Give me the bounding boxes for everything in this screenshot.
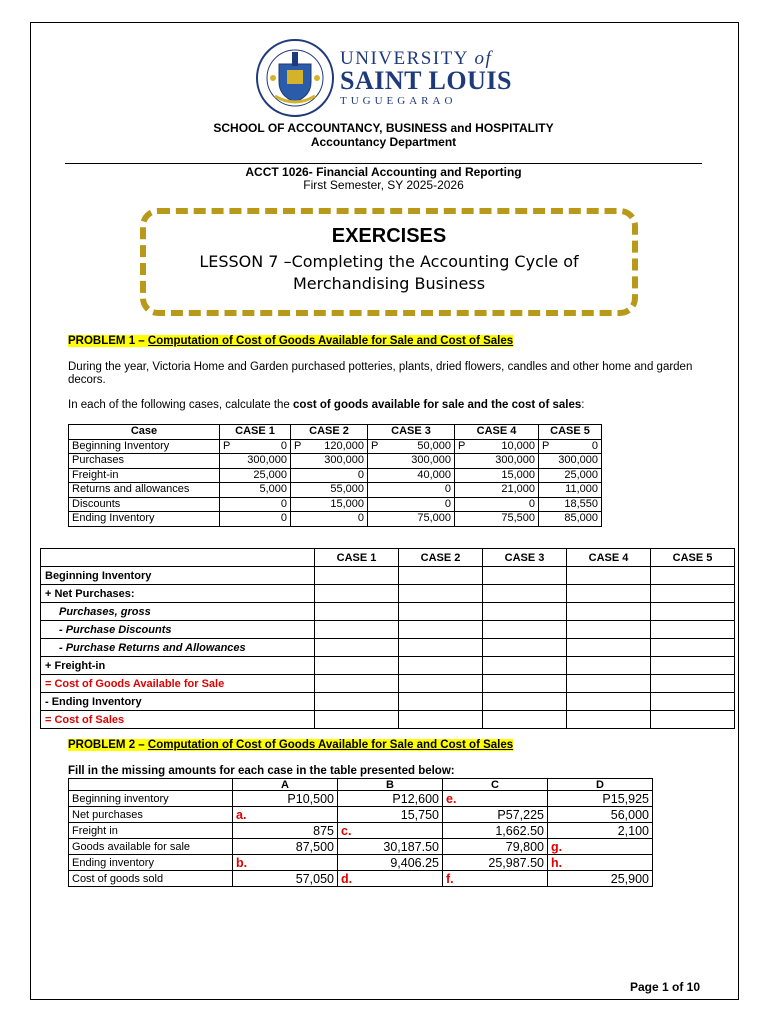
answer-cell[interactable] bbox=[567, 621, 651, 639]
column-header: Case bbox=[69, 425, 220, 440]
table-cell[interactable] bbox=[548, 839, 653, 855]
table-cell bbox=[338, 791, 443, 807]
table-cell bbox=[443, 839, 548, 855]
answer-cell[interactable] bbox=[399, 603, 483, 621]
row-label: Net purchases bbox=[69, 807, 233, 823]
table-cell: 300,000 bbox=[291, 454, 368, 469]
table-cell: 0 bbox=[291, 468, 368, 483]
table-cell bbox=[443, 823, 548, 839]
answer-cell[interactable] bbox=[315, 585, 399, 603]
answer-cell[interactable] bbox=[315, 711, 399, 729]
column-header: CASE 5 bbox=[651, 549, 735, 567]
answer-cell[interactable] bbox=[315, 567, 399, 585]
column-header: CASE 4 bbox=[455, 425, 539, 440]
table-row bbox=[69, 839, 653, 855]
answer-cell[interactable] bbox=[399, 567, 483, 585]
answer-cell[interactable] bbox=[399, 585, 483, 603]
table-cell bbox=[548, 791, 653, 807]
cell-value: 30,187.50 bbox=[383, 839, 439, 854]
blank-letter: b. bbox=[236, 855, 248, 870]
table-cell: 0 bbox=[291, 512, 368, 527]
answer-cell[interactable] bbox=[483, 693, 567, 711]
row-label: - Purchase Returns and Allowances bbox=[41, 639, 315, 657]
table-cell bbox=[548, 807, 653, 823]
answer-cell[interactable] bbox=[315, 603, 399, 621]
row-label: - Ending Inventory bbox=[41, 693, 315, 711]
course-title: ACCT 1026- Financial Accounting and Reporting bbox=[245, 165, 522, 179]
blank-letter: d. bbox=[341, 871, 353, 886]
header-divider bbox=[65, 163, 702, 164]
row-label: Ending inventory bbox=[69, 855, 233, 871]
problem1-instruction: In each of the following cases, calculate the cost of goods available for sale and the cost of sales: bbox=[68, 399, 585, 411]
table-cell bbox=[548, 871, 653, 887]
table-row bbox=[41, 567, 735, 585]
answer-cell[interactable] bbox=[315, 639, 399, 657]
peso-sign: P bbox=[294, 439, 302, 452]
answer-cell[interactable] bbox=[651, 567, 735, 585]
row-label: Freight-in bbox=[69, 468, 220, 483]
answer-cell[interactable] bbox=[399, 675, 483, 693]
table-cell bbox=[443, 855, 548, 871]
answer-cell[interactable] bbox=[483, 585, 567, 603]
exercise-subtitle: LESSON 7 –Completing the Accounting Cycle of Merchandising Business bbox=[199, 252, 579, 293]
table-cell[interactable] bbox=[233, 807, 338, 823]
column-header: CASE 1 bbox=[315, 549, 399, 567]
table-cell: 300,000 bbox=[455, 454, 539, 469]
problem1-heading: PROBLEM 1 – Computation of Cost of Goods Available for Sale and Cost of Sales bbox=[68, 335, 514, 347]
blank-letter: e. bbox=[446, 791, 457, 806]
semester: First Semester, SY 2025-2026 bbox=[303, 178, 464, 192]
table-row bbox=[41, 585, 735, 603]
table-cell: 0 bbox=[368, 483, 455, 498]
table-cell: 300,000 bbox=[539, 454, 602, 469]
table-cell[interactable] bbox=[233, 855, 338, 871]
answer-cell[interactable] bbox=[567, 657, 651, 675]
answer-cell[interactable] bbox=[567, 693, 651, 711]
table-cell: 40,000 bbox=[368, 468, 455, 483]
column-header: A bbox=[233, 779, 338, 791]
cell-value: 79,800 bbox=[505, 839, 544, 854]
table-row bbox=[41, 657, 735, 675]
university-seal-logo bbox=[255, 38, 335, 118]
table-cell[interactable] bbox=[548, 855, 653, 871]
table-cell: 0 bbox=[368, 497, 455, 512]
answer-cell[interactable] bbox=[483, 711, 567, 729]
answer-cell[interactable] bbox=[651, 657, 735, 675]
row-label: Goods available for sale bbox=[69, 839, 233, 855]
answer-cell[interactable] bbox=[483, 567, 567, 585]
column-header: CASE 1 bbox=[220, 425, 291, 440]
table-row bbox=[41, 711, 735, 729]
column-header: C bbox=[443, 779, 548, 791]
cell-value: 15,750 bbox=[400, 807, 439, 822]
cell-value: 9,406.25 bbox=[390, 855, 439, 870]
table-cell: 75,000 bbox=[368, 512, 455, 527]
table-cell bbox=[455, 439, 539, 454]
column-header: B bbox=[338, 779, 443, 791]
answer-cell[interactable] bbox=[315, 675, 399, 693]
table-row bbox=[69, 468, 602, 483]
table-cell: 5,000 bbox=[220, 483, 291, 498]
table-row bbox=[69, 483, 602, 498]
table-row bbox=[41, 693, 735, 711]
cell-value: 875 bbox=[313, 823, 334, 838]
answer-cell[interactable] bbox=[651, 585, 735, 603]
answer-cell[interactable] bbox=[651, 711, 735, 729]
answer-cell[interactable] bbox=[399, 639, 483, 657]
table-row bbox=[69, 807, 653, 823]
cell-value: 10,000 bbox=[501, 439, 535, 452]
row-label: Cost of goods sold bbox=[69, 871, 233, 887]
row-label: = Cost of Sales bbox=[41, 711, 315, 729]
table-cell: 15,000 bbox=[455, 468, 539, 483]
table-row bbox=[69, 855, 653, 871]
department-name: Accountancy Department bbox=[310, 135, 457, 149]
row-label: Discounts bbox=[69, 497, 220, 512]
exercise-title: EXERCISES bbox=[331, 225, 447, 247]
row-label: Ending Inventory bbox=[69, 512, 220, 527]
answer-cell[interactable] bbox=[567, 639, 651, 657]
table-cell[interactable] bbox=[338, 871, 443, 887]
table-cell bbox=[233, 839, 338, 855]
table-cell: 300,000 bbox=[368, 454, 455, 469]
table-cell[interactable] bbox=[443, 791, 548, 807]
blank-letter: a. bbox=[236, 807, 247, 822]
cell-value: 56,000 bbox=[610, 807, 649, 822]
table-cell: 0 bbox=[220, 497, 291, 512]
answer-cell[interactable] bbox=[651, 621, 735, 639]
table-row bbox=[69, 512, 602, 527]
column-header bbox=[41, 549, 315, 567]
cell-value: P15,925 bbox=[602, 791, 649, 806]
column-header: D bbox=[548, 779, 653, 791]
table-cell bbox=[338, 807, 443, 823]
table-row bbox=[41, 639, 735, 657]
column-header: CASE 2 bbox=[291, 425, 368, 440]
table-cell: 18,550 bbox=[539, 497, 602, 512]
table-row bbox=[69, 497, 602, 512]
table-row bbox=[41, 675, 735, 693]
column-header: CASE 4 bbox=[567, 549, 651, 567]
answer-cell[interactable] bbox=[483, 675, 567, 693]
column-header bbox=[69, 779, 233, 791]
answer-cell[interactable] bbox=[483, 639, 567, 657]
row-label: Purchases, gross bbox=[41, 603, 315, 621]
table-cell bbox=[338, 855, 443, 871]
cell-value: 25,900 bbox=[610, 871, 649, 886]
table-row bbox=[69, 439, 602, 454]
table-cell bbox=[233, 871, 338, 887]
table-cell: 0 bbox=[220, 512, 291, 527]
row-label: Beginning inventory bbox=[69, 791, 233, 807]
column-header: CASE 2 bbox=[399, 549, 483, 567]
column-header: CASE 3 bbox=[368, 425, 455, 440]
peso-sign: P bbox=[542, 439, 550, 452]
cell-value: 2,100 bbox=[617, 823, 649, 838]
table-cell bbox=[539, 439, 602, 454]
cell-value: 87,500 bbox=[295, 839, 334, 854]
peso-sign: P bbox=[371, 439, 379, 452]
column-header: CASE 3 bbox=[483, 549, 567, 567]
table-cell bbox=[233, 823, 338, 839]
peso-sign: P bbox=[223, 439, 231, 452]
cell-value: P10,500 bbox=[287, 791, 334, 806]
answer-cell[interactable] bbox=[651, 675, 735, 693]
cell-value: 57,050 bbox=[295, 871, 334, 886]
table-cell: 75,500 bbox=[455, 512, 539, 527]
answer-cell[interactable] bbox=[651, 603, 735, 621]
row-label: Purchases bbox=[69, 454, 220, 469]
answer-cell[interactable] bbox=[399, 693, 483, 711]
table-cell: 300,000 bbox=[220, 454, 291, 469]
table-cell: 15,000 bbox=[291, 497, 368, 512]
table-row bbox=[41, 603, 735, 621]
table-cell bbox=[338, 839, 443, 855]
blank-letter: f. bbox=[446, 871, 454, 886]
answer-cell[interactable] bbox=[651, 693, 735, 711]
table-cell: 25,000 bbox=[539, 468, 602, 483]
table-cell bbox=[368, 439, 455, 454]
row-label: + Freight-in bbox=[41, 657, 315, 675]
cell-value: 0 bbox=[591, 439, 598, 452]
answer-cell[interactable] bbox=[483, 657, 567, 675]
row-label: Beginning Inventory bbox=[41, 567, 315, 585]
table-cell: 11,000 bbox=[539, 483, 602, 498]
page-number: Page 1 of 10 bbox=[629, 980, 700, 994]
answer-cell[interactable] bbox=[567, 603, 651, 621]
blank-letter: g. bbox=[551, 839, 563, 854]
answer-cell[interactable] bbox=[315, 621, 399, 639]
answer-cell[interactable] bbox=[567, 675, 651, 693]
cell-value: 25,987.50 bbox=[488, 855, 544, 870]
answer-cell[interactable] bbox=[567, 585, 651, 603]
problem1-given-table bbox=[68, 424, 602, 527]
answer-cell[interactable] bbox=[483, 603, 567, 621]
table-cell[interactable] bbox=[338, 823, 443, 839]
table-cell bbox=[443, 807, 548, 823]
table-cell bbox=[220, 439, 291, 454]
table-row bbox=[69, 823, 653, 839]
answer-cell[interactable] bbox=[483, 621, 567, 639]
answer-cell[interactable] bbox=[651, 639, 735, 657]
university-name: UNIVERSITY of SAINT LOUIS TUGUEGARAO bbox=[340, 48, 512, 107]
answer-cell[interactable] bbox=[399, 657, 483, 675]
row-label: Freight in bbox=[69, 823, 233, 839]
answer-cell[interactable] bbox=[399, 711, 483, 729]
column-header: CASE 5 bbox=[539, 425, 602, 440]
table-row bbox=[69, 871, 653, 887]
cell-value: 0 bbox=[280, 439, 287, 452]
peso-sign: P bbox=[458, 439, 466, 452]
answer-cell[interactable] bbox=[567, 711, 651, 729]
answer-cell[interactable] bbox=[315, 693, 399, 711]
school-name: SCHOOL OF ACCOUNTANCY, BUSINESS and HOSPITALITY bbox=[213, 121, 554, 135]
row-label: Returns and allowances bbox=[69, 483, 220, 498]
row-label: - Purchase Discounts bbox=[41, 621, 315, 639]
cell-value: 1,662.50 bbox=[495, 823, 544, 838]
cell-value: 50,000 bbox=[417, 439, 451, 452]
table-cell[interactable] bbox=[443, 871, 548, 887]
cell-value: 120,000 bbox=[324, 439, 364, 452]
answer-cell[interactable] bbox=[567, 567, 651, 585]
blank-letter: c. bbox=[341, 823, 352, 838]
table-row bbox=[69, 791, 653, 807]
answer-cell[interactable] bbox=[399, 621, 483, 639]
problem2-instruction: Fill in the missing amounts for each case in the table presented below: bbox=[68, 765, 455, 777]
row-label: + Net Purchases: bbox=[41, 585, 315, 603]
table-cell bbox=[291, 439, 368, 454]
table-cell: 21,000 bbox=[455, 483, 539, 498]
problem2-heading: PROBLEM 2 – Computation of Cost of Goods Available for Sale and Cost of Sales bbox=[68, 739, 514, 751]
problem1-paragraph: During the year, Victoria Home and Garden purchased potteries, plants, dried flowers, candles and other home and garden decors. bbox=[68, 361, 693, 386]
row-label: Beginning Inventory bbox=[69, 439, 220, 454]
table-cell: 55,000 bbox=[291, 483, 368, 498]
cell-value: P57,225 bbox=[497, 807, 544, 822]
row-label: = Cost of Goods Available for Sale bbox=[41, 675, 315, 693]
cell-value: P12,600 bbox=[392, 791, 439, 806]
table-row bbox=[69, 454, 602, 469]
table-cell: 0 bbox=[455, 497, 539, 512]
table-row bbox=[41, 621, 735, 639]
blank-letter: h. bbox=[551, 855, 563, 870]
table-cell bbox=[233, 791, 338, 807]
problem2-table bbox=[68, 778, 653, 887]
problem1-answer-table bbox=[40, 548, 735, 729]
table-cell: 85,000 bbox=[539, 512, 602, 527]
table-cell bbox=[548, 823, 653, 839]
table-cell: 25,000 bbox=[220, 468, 291, 483]
answer-cell[interactable] bbox=[315, 657, 399, 675]
